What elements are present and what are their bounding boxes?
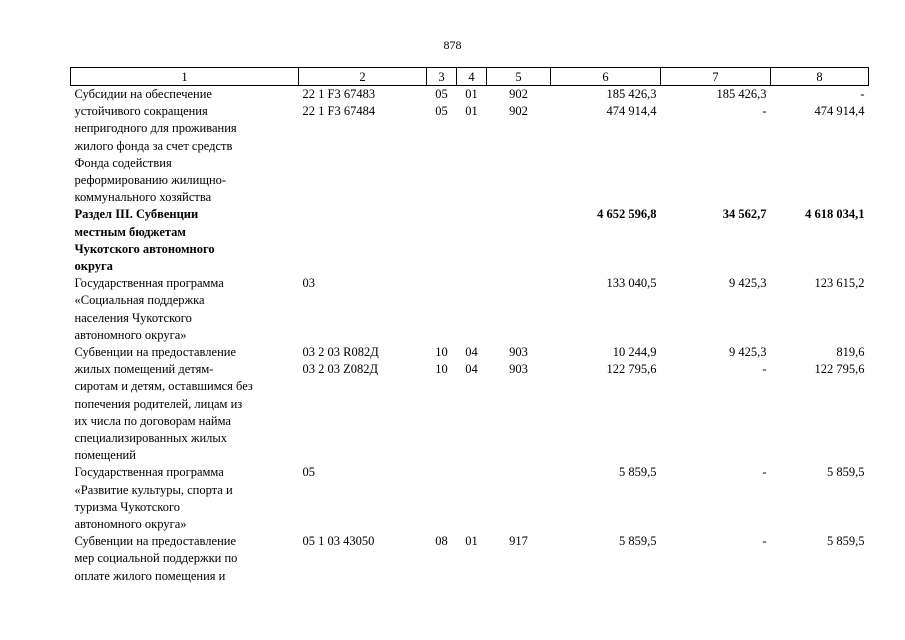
cell-line: 122 795,6	[814, 362, 865, 377]
subsection-code-cell	[457, 206, 487, 275]
cell-line: оплате жилого помещения и	[74, 568, 226, 583]
cell-line: 474 914,4	[606, 104, 657, 119]
cell-line: Субвенции на предоставление	[74, 345, 236, 360]
cell-line: 819,6	[836, 345, 865, 360]
cell-line: 902	[509, 87, 528, 101]
cell-line: -	[762, 465, 767, 480]
cell-line: Чукотского автономного	[74, 241, 215, 256]
cell-line: населения Чукотского	[74, 310, 192, 325]
cell-line: Государственная программа	[74, 465, 224, 480]
admin-code-cell	[487, 86, 551, 207]
cell-line: жилого фонда за счет средств	[74, 138, 233, 153]
col-header: 7	[661, 68, 771, 86]
row-name-cell	[71, 86, 299, 207]
amount-federal-cell	[661, 533, 771, 585]
cell-line: 01	[465, 534, 478, 549]
subsection-code-cell	[457, 464, 487, 533]
cell-line: 05	[435, 104, 448, 119]
target-code-cell	[299, 206, 427, 275]
row-name-cell	[71, 533, 299, 585]
cell-line: 08	[435, 534, 448, 549]
table-row	[71, 275, 869, 344]
cell-line: попечения родителей, лицам из	[74, 396, 243, 411]
amount-total-cell	[551, 275, 661, 344]
cell-line: Субсидии на обеспечение	[74, 87, 212, 101]
cell-line: 5 859,5	[619, 534, 657, 549]
table-row	[71, 464, 869, 533]
cell-line: 10	[435, 345, 448, 360]
amount-regional-cell	[771, 344, 869, 464]
cell-line: их числа по договорам найма	[74, 413, 231, 428]
amount-regional-cell	[771, 86, 869, 207]
table-row	[71, 533, 869, 585]
col-header: 6	[551, 68, 661, 86]
target-code-cell	[299, 86, 427, 207]
cell-line: 04	[465, 345, 478, 360]
amount-federal-cell	[661, 86, 771, 207]
amount-regional-cell	[771, 464, 869, 533]
amount-regional-cell	[771, 275, 869, 344]
cell-line: жилых помещений детям-	[74, 362, 214, 377]
amount-federal-cell	[661, 464, 771, 533]
admin-code-cell	[487, 206, 551, 275]
table-row	[71, 206, 869, 275]
row-name-cell	[71, 344, 299, 464]
cell-line: 903	[509, 362, 528, 377]
cell-line: непригодного для проживания	[74, 121, 237, 136]
cell-line: автономного округа»	[74, 517, 187, 532]
amount-total-cell	[551, 533, 661, 585]
cell-line: -	[860, 87, 865, 101]
section-code-cell	[427, 464, 457, 533]
cell-line: 05	[302, 465, 315, 480]
admin-code-cell	[487, 344, 551, 464]
amount-total-cell	[551, 464, 661, 533]
section-code-cell	[427, 86, 457, 207]
cell-line: специализированных жилых	[74, 431, 228, 446]
amount-regional-cell	[771, 533, 869, 585]
target-code-cell	[299, 344, 427, 464]
table-body	[71, 86, 869, 585]
cell-line: сиротам и детям, оставшимся без	[74, 379, 253, 394]
cell-line: 123 615,2	[814, 276, 865, 291]
cell-line: «Развитие культуры, спорта и	[74, 482, 233, 497]
section-code-cell	[427, 344, 457, 464]
cell-line: мер социальной поддержки по	[74, 551, 238, 566]
cell-line: 5 859,5	[619, 465, 657, 480]
col-header: 3	[427, 68, 457, 86]
cell-line: 474 914,4	[814, 104, 865, 119]
cell-line: 902	[509, 104, 528, 119]
amount-federal-cell	[661, 206, 771, 275]
cell-line: округа	[74, 259, 113, 274]
page-number: 878	[443, 38, 462, 52]
table-header-row	[71, 68, 869, 86]
cell-line: -	[762, 534, 767, 549]
target-code-cell	[299, 464, 427, 533]
cell-line: 03	[302, 276, 315, 291]
cell-line: 903	[509, 345, 528, 360]
cell-line: автономного округа»	[74, 327, 187, 342]
subsection-code-cell	[457, 344, 487, 464]
cell-line: 917	[509, 534, 528, 549]
amount-total-cell	[551, 86, 661, 207]
cell-line: 03 2 03 Z082Д	[302, 362, 379, 377]
admin-code-cell	[487, 533, 551, 585]
admin-code-cell	[487, 275, 551, 344]
cell-line: 34 562,7	[722, 207, 767, 222]
amount-regional-cell	[771, 206, 869, 275]
subsection-code-cell	[457, 86, 487, 207]
cell-line: 9 425,3	[729, 276, 767, 291]
admin-code-cell	[487, 464, 551, 533]
cell-line: 185 426,3	[606, 87, 657, 101]
cell-line: устойчивого сокращения	[74, 104, 208, 119]
amount-federal-cell	[661, 344, 771, 464]
cell-line: Государственная программа	[74, 276, 224, 291]
col-header: 2	[299, 68, 427, 86]
cell-line: -	[762, 362, 767, 377]
cell-line: 9 425,3	[729, 345, 767, 360]
cell-line: 122 795,6	[606, 362, 657, 377]
cell-line: туризма Чукотского	[74, 499, 181, 514]
table-row	[71, 344, 869, 464]
col-header: 4	[457, 68, 487, 86]
cell-line: 5 859,5	[827, 465, 865, 480]
cell-line: 03 2 03 R082Д	[302, 345, 379, 360]
section-code-cell	[427, 533, 457, 585]
cell-line: местным бюджетам	[74, 224, 186, 239]
amount-federal-cell	[661, 275, 771, 344]
row-name-cell	[71, 464, 299, 533]
cell-line: «Социальная поддержка	[74, 293, 205, 308]
cell-line: коммунального хозяйства	[74, 190, 212, 205]
cell-line: 01	[465, 104, 478, 119]
cell-line: 4 618 034,1	[805, 207, 865, 222]
cell-line: 04	[465, 362, 478, 377]
cell-line: Раздел III. Субвенции	[74, 207, 199, 222]
row-name-cell	[71, 206, 299, 275]
budget-table	[70, 67, 869, 585]
cell-line: 22 1 F3 67483	[302, 87, 376, 101]
col-header: 1	[71, 68, 299, 86]
col-header: 8	[771, 68, 869, 86]
section-code-cell	[427, 206, 457, 275]
amount-total-cell	[551, 206, 661, 275]
cell-line: помещений	[74, 448, 136, 463]
cell-line: 10	[435, 362, 448, 377]
table-row	[71, 86, 869, 207]
cell-line: Субвенции на предоставление	[74, 534, 236, 549]
cell-line: 05	[435, 87, 448, 101]
subsection-code-cell	[457, 275, 487, 344]
row-name-cell	[71, 275, 299, 344]
cell-line: 10 244,9	[612, 345, 657, 360]
cell-line: Фонда содействия	[74, 155, 172, 170]
subsection-code-cell	[457, 533, 487, 585]
cell-line: 185 426,3	[716, 87, 767, 101]
section-code-cell	[427, 275, 457, 344]
cell-line: 01	[465, 87, 478, 101]
target-code-cell	[299, 533, 427, 585]
cell-line: 4 652 596,8	[597, 207, 657, 222]
amount-total-cell	[551, 344, 661, 464]
cell-line: реформированию жилищно-	[74, 173, 227, 188]
target-code-cell	[299, 275, 427, 344]
cell-line: 5 859,5	[827, 534, 865, 549]
cell-line: 133 040,5	[606, 276, 657, 291]
cell-line: 05 1 03 43050	[302, 534, 375, 549]
cell-line: 22 1 F3 67484	[302, 104, 376, 119]
cell-line: -	[762, 104, 767, 119]
col-header: 5	[487, 68, 551, 86]
